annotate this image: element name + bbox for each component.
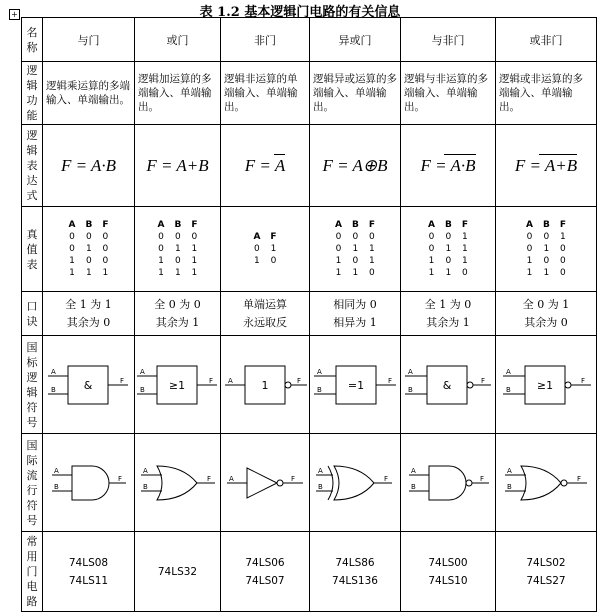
truth-table-value: 0: [69, 232, 75, 242]
chip-cell: [221, 532, 310, 612]
truth-table-value: 1: [462, 232, 468, 242]
truth-table-value: 1: [270, 244, 277, 254]
truth-table-value: 1: [158, 268, 164, 278]
gb-symbol-not: [221, 336, 310, 434]
row-gb-symbol: [22, 336, 597, 434]
pin-a: A: [53, 466, 59, 475]
truth-table-value: 0: [560, 268, 566, 278]
pin-a: A: [411, 466, 416, 475]
rule-cell: [43, 292, 135, 336]
truth-table-cell: [135, 207, 221, 292]
formula-text: F = A⊕B: [322, 155, 388, 175]
truth-table-header: B: [174, 220, 182, 230]
truth-table-value: 1: [86, 268, 92, 278]
truth-table-value: 0: [428, 244, 435, 254]
truth-table: [64, 219, 114, 279]
truth-table-value: 0: [428, 232, 435, 242]
chip-number: 74LS27: [526, 574, 566, 587]
formula-and: [43, 125, 135, 207]
row-label-text: 名称: [26, 25, 38, 54]
gb-symbol-or: [135, 336, 221, 434]
chip-cell: [43, 532, 135, 612]
gate-name: 或非门: [496, 18, 597, 62]
intl-symbol-or: [135, 434, 221, 532]
truth-table-value: 0: [543, 232, 550, 242]
truth-table: [423, 219, 473, 279]
truth-table-value: 1: [462, 256, 468, 266]
pin-f: F: [297, 376, 302, 385]
truth-table-value: 1: [445, 268, 452, 278]
pin-a: A: [506, 466, 512, 475]
pin-f: F: [209, 376, 214, 385]
pin-a: A: [228, 376, 233, 385]
truth-table-value: 1: [560, 232, 566, 242]
truth-table: [521, 219, 571, 279]
truth-table-header: B: [444, 220, 452, 230]
pin-f: F: [207, 474, 212, 483]
row-function: [22, 62, 597, 125]
rule-line: 全 0 为 1: [522, 297, 570, 311]
truth-table-value: 1: [335, 268, 342, 278]
truth-table-value: 1: [369, 256, 375, 266]
truth-table-value: 1: [69, 256, 75, 266]
row-intl-symbol: [22, 434, 597, 532]
pin-b: B: [50, 385, 56, 394]
formula-xor: [310, 125, 401, 207]
truth-table-value: 1: [462, 244, 468, 254]
formula-text: F = A+B: [146, 155, 209, 175]
nor-gate-intl-icon: [497, 458, 596, 508]
pin-b: B: [506, 482, 512, 491]
truth-table-value: 1: [543, 268, 550, 278]
overline: [444, 154, 476, 155]
formula-nand: [401, 125, 496, 207]
rule-line: 全 0 为 0: [154, 297, 201, 311]
row-label-chips: 常用门电路: [22, 532, 43, 612]
intl-symbol-not: [221, 434, 310, 532]
truth-table-value: 1: [191, 256, 198, 266]
row-label-truth: 真值表: [22, 207, 43, 292]
truth-table-value: 1: [335, 256, 342, 266]
pin-b: B: [140, 385, 145, 394]
truth-table-cell: [221, 207, 310, 292]
pin-f: F: [117, 474, 122, 483]
truth-table-header: F: [368, 220, 375, 230]
gate-name: 与门: [43, 18, 135, 62]
truth-table-value: 1: [191, 268, 198, 278]
gate-function: 逻辑乘运算的多端输入、单端输出。: [43, 62, 135, 125]
rule-line: 全 1 为 1: [65, 297, 112, 311]
truth-table-cell: [401, 207, 496, 292]
truth-table-value: 1: [428, 256, 435, 266]
formula-text: F = A·B: [420, 155, 476, 175]
chip-number: 74LS10: [428, 574, 468, 587]
truth-table-value: 0: [86, 256, 92, 266]
gate-function: 逻辑与非运算的多端输入、单端输出。: [401, 62, 496, 125]
gb-symbol-xor: [310, 336, 401, 434]
truth-table-value: 0: [102, 244, 109, 254]
truth-table-value: 0: [369, 232, 375, 242]
row-label-intl-symbol: 国际流行符号: [22, 434, 43, 532]
pin-f: F: [480, 474, 485, 483]
truth-table-value: 0: [543, 256, 550, 266]
chip-cell: [401, 532, 496, 612]
pin-a: A: [317, 367, 322, 376]
truth-table-cell: [496, 207, 597, 292]
truth-table-value: 0: [86, 232, 92, 242]
chip-number: 74LS06: [245, 556, 285, 569]
nand-gate-gb-icon: [401, 360, 496, 410]
truth-table-header: F: [461, 220, 468, 230]
nor-gate-gb-icon: [497, 360, 596, 410]
and-gate-gb-icon: [44, 360, 134, 410]
formula-wrap: [515, 156, 577, 175]
rule-cell: [221, 292, 310, 336]
truth-table-value: 1: [158, 256, 164, 266]
rule-line: 相同为 0: [333, 297, 377, 311]
truth-table-value: 1: [175, 244, 181, 254]
rule-line: 其余为 0: [524, 315, 568, 329]
pin-f: F: [481, 376, 486, 385]
intl-symbol-nor: [496, 434, 597, 532]
truth-table-header: A: [253, 232, 261, 242]
gate-symbol: &: [83, 378, 92, 392]
truth-table-value: 1: [526, 256, 533, 266]
pin-a: A: [229, 474, 234, 483]
rule-line: 相异为 1: [333, 315, 377, 329]
gate-symbol: =1: [347, 378, 365, 392]
truth-table: [153, 219, 203, 279]
chip-cell: [135, 532, 221, 612]
truth-table-value: 1: [543, 244, 550, 254]
truth-table-value: 0: [560, 256, 566, 266]
truth-table-value: 1: [526, 268, 533, 278]
gate-name: 或门: [135, 18, 221, 62]
gate-name: 异或门: [310, 18, 401, 62]
gate-function: 逻辑加运算的多端输入、单端输出。: [135, 62, 221, 125]
truth-table-header: A: [157, 220, 165, 230]
truth-table-header: B: [351, 220, 359, 230]
truth-table-value: 1: [175, 268, 181, 278]
chip-number: 74LS07: [245, 574, 285, 587]
truth-table-header: F: [270, 232, 277, 242]
gate-symbol: ≥1: [536, 378, 553, 392]
pin-a: A: [318, 466, 323, 475]
truth-table-value: 0: [254, 244, 260, 254]
truth-table: [248, 231, 281, 267]
gb-symbol-nor: [496, 336, 597, 434]
gate-function: 逻辑异或运算的多端输入、单端输出。: [310, 62, 401, 125]
truth-table-header: F: [559, 220, 566, 230]
truth-table-value: 0: [335, 232, 342, 242]
formula-text: F = A: [244, 155, 286, 175]
rule-cell: [496, 292, 597, 336]
truth-table-header: F: [191, 220, 198, 230]
truth-table-value: 1: [369, 244, 375, 254]
formula-not: [221, 125, 310, 207]
chip-number: 74LS11: [68, 574, 109, 587]
gate-function: 逻辑或非运算的多端输入、单端输出。: [496, 62, 597, 125]
truth-table-value: 0: [352, 256, 359, 266]
truth-table-value: 0: [158, 244, 164, 254]
gb-symbol-and: [43, 336, 135, 434]
truth-table-value: 1: [445, 244, 452, 254]
pin-a: A: [143, 466, 148, 475]
pin-a: A: [505, 367, 511, 376]
table-move-handle-icon[interactable]: +: [9, 9, 20, 20]
row-label-gb-symbol: 国标逻辑符号: [22, 336, 43, 434]
rule-cell: [310, 292, 401, 336]
truth-table-value: 0: [560, 244, 566, 254]
pin-b: B: [53, 482, 59, 491]
rule-line: 全 1 为 0: [424, 297, 472, 311]
truth-table-value: 1: [352, 244, 359, 254]
chip-number: 74LS86: [335, 556, 375, 569]
pin-b: B: [505, 385, 511, 394]
truth-table-value: 1: [86, 244, 92, 254]
truth-table-value: 0: [526, 244, 533, 254]
formula-wrap: [245, 156, 285, 175]
pin-f: F: [580, 376, 585, 385]
gate-function: 逻辑非运算的单端输入、单端输出。: [221, 62, 310, 125]
chip-number: 74LS136: [332, 574, 378, 587]
formula-or: [135, 125, 221, 207]
truth-table-cell: [43, 207, 135, 292]
pin-a: A: [140, 367, 145, 376]
truth-table-value: 0: [445, 232, 452, 242]
formula-text: F = A+B: [514, 155, 578, 175]
chip-number: 74LS00: [428, 556, 468, 569]
truth-table-header: A: [526, 220, 533, 230]
truth-table-value: 1: [69, 268, 75, 278]
truth-table-value: 0: [352, 232, 359, 242]
not-gate-intl-icon: [221, 458, 310, 508]
truth-table-value: 0: [462, 268, 468, 278]
formula-wrap: [420, 156, 475, 175]
rule-line: 其余为 1: [155, 315, 200, 329]
rule-line: 其余为 0: [66, 315, 111, 329]
truth-table-value: 0: [69, 244, 75, 254]
row-expression: [22, 125, 597, 207]
truth-table-value: 0: [335, 244, 342, 254]
table-title: 表 1.2 基本逻辑门电路的有关信息: [199, 5, 401, 20]
gate-symbol: ≥1: [168, 378, 186, 392]
truth-table-header: A: [68, 220, 76, 230]
row-chips: [22, 532, 597, 612]
pin-b: B: [408, 385, 413, 394]
row-label-expression: 逻辑表达式: [22, 125, 43, 207]
row-label-function: 逻辑功能: [22, 62, 43, 125]
pin-f: F: [576, 474, 581, 483]
or-gate-intl-icon: [135, 458, 221, 508]
pin-b: B: [317, 385, 322, 394]
xor-gate-intl-icon: [310, 458, 401, 508]
truth-table-header: B: [85, 220, 93, 230]
pin-b: B: [318, 482, 323, 491]
pin-a: A: [50, 367, 56, 376]
truth-table-value: 1: [428, 268, 435, 278]
intl-symbol-and: [43, 434, 135, 532]
truth-table-value: 0: [526, 232, 533, 242]
chip-cell: [496, 532, 597, 612]
truth-table-value: 1: [102, 268, 109, 278]
row-label-name: [22, 18, 43, 62]
nand-gate-intl-icon: [401, 458, 496, 508]
truth-table: [330, 219, 380, 279]
row-truth-table: [22, 207, 597, 292]
truth-table-value: 0: [175, 232, 181, 242]
chip-number: 74LS02: [526, 556, 566, 569]
truth-table-value: 0: [102, 232, 109, 242]
pin-a: A: [408, 367, 413, 376]
pin-b: B: [411, 482, 416, 491]
truth-table-value: 0: [369, 268, 375, 278]
truth-table-value: 0: [191, 232, 198, 242]
overline: [274, 154, 285, 155]
formula-nor: [496, 125, 597, 207]
not-gate-gb-icon: [221, 360, 310, 410]
pin-f: F: [119, 376, 124, 385]
truth-table-header: A: [428, 220, 435, 230]
gate-symbol: 1: [261, 378, 269, 392]
gate-name: 非门: [221, 18, 310, 62]
xor-gate-gb-icon: [310, 360, 401, 410]
pin-f: F: [291, 474, 296, 483]
pin-f: F: [388, 376, 393, 385]
and-gate-intl-icon: [44, 458, 134, 508]
pin-f: F: [384, 474, 389, 483]
gate-symbol: &: [442, 378, 452, 392]
row-name: [22, 18, 597, 62]
intl-symbol-nand: [401, 434, 496, 532]
truth-table-header: F: [102, 220, 109, 230]
truth-table-value: 0: [445, 256, 452, 266]
rule-cell: [401, 292, 496, 336]
row-label-rule: 口诀: [22, 292, 43, 336]
truth-table-header: A: [335, 220, 342, 230]
truth-table-cell: [310, 207, 401, 292]
overline: [539, 154, 577, 155]
truth-table-value: 1: [191, 244, 198, 254]
rule-line: 单端运算: [243, 297, 287, 311]
chip-cell: [310, 532, 401, 612]
logic-gate-table: [21, 17, 597, 612]
or-gate-gb-icon: [135, 360, 221, 410]
truth-table-value: 0: [158, 232, 164, 242]
rule-cell: [135, 292, 221, 336]
truth-table-value: 1: [352, 268, 359, 278]
row-rule: [22, 292, 597, 336]
gb-symbol-nand: [401, 336, 496, 434]
intl-symbol-xor: [310, 434, 401, 532]
truth-table-value: 0: [270, 256, 277, 266]
truth-table-value: 1: [254, 256, 260, 266]
rule-line: 永远取反: [243, 315, 287, 329]
rule-line: 其余为 1: [426, 315, 470, 329]
truth-table-value: 0: [175, 256, 181, 266]
truth-table-header: B: [542, 220, 550, 230]
formula-text: F = A·B: [60, 155, 117, 175]
chip-number: 74LS32: [157, 565, 198, 578]
chip-number: 74LS08: [68, 556, 109, 569]
gate-name: 与非门: [401, 18, 496, 62]
truth-table-value: 0: [102, 256, 109, 266]
pin-b: B: [143, 482, 148, 491]
